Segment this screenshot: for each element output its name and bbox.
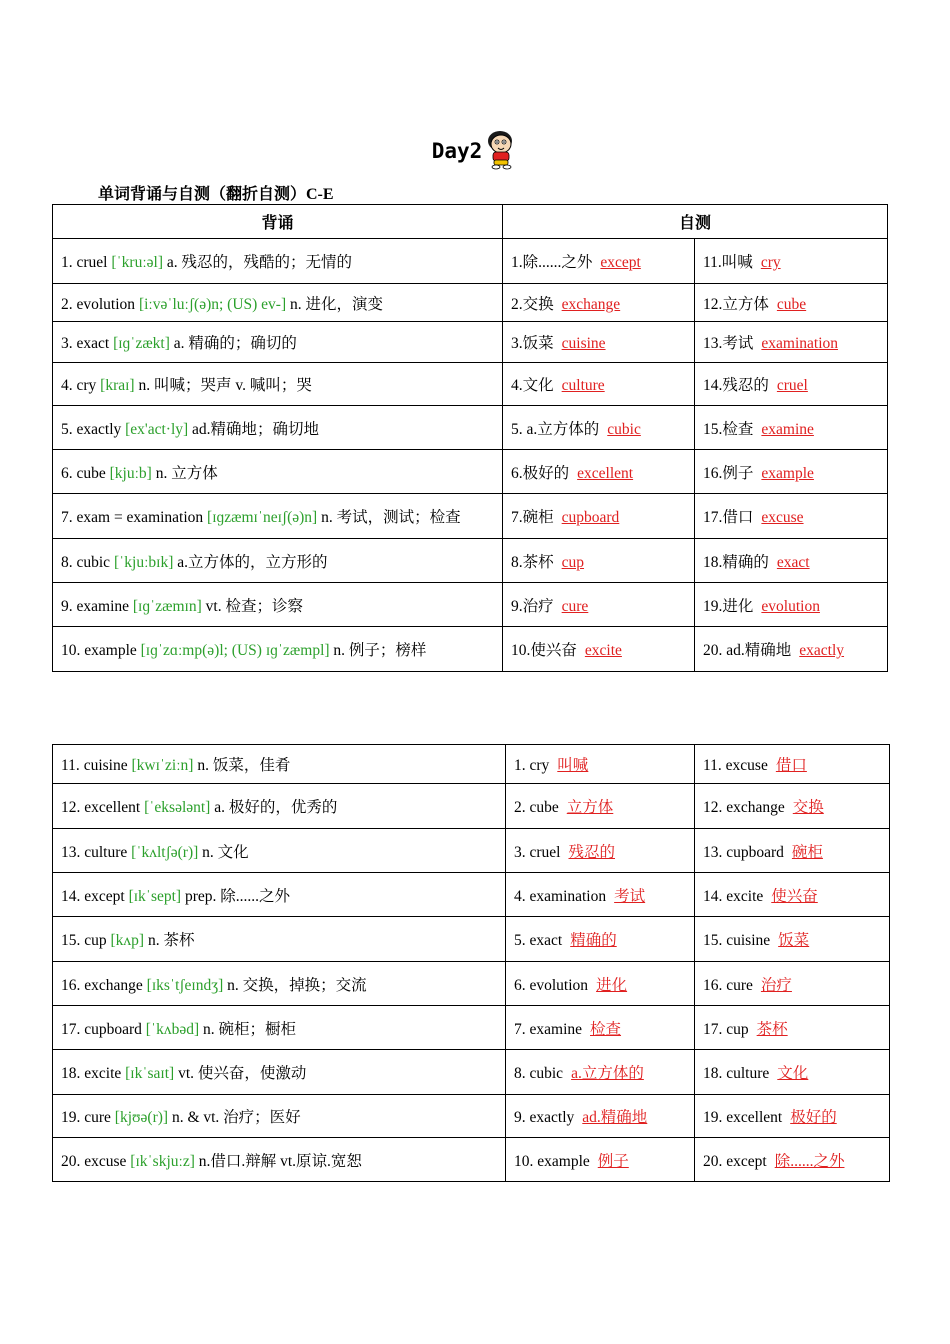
test-answer: 治疗 bbox=[760, 976, 792, 994]
test-cell bbox=[506, 873, 695, 917]
table-row bbox=[53, 450, 888, 494]
recite-cell bbox=[53, 784, 506, 829]
definition: n. 立方体 bbox=[155, 464, 218, 482]
word: example bbox=[84, 642, 137, 659]
test-prompt: 4.文化 bbox=[511, 377, 554, 394]
table-row bbox=[53, 917, 890, 962]
test-cell bbox=[503, 539, 695, 583]
test-answer: 使兴奋 bbox=[771, 887, 818, 905]
definition: prep. 除......之外 bbox=[184, 887, 291, 905]
test-prompt: 14.残忍的 bbox=[703, 377, 769, 394]
test-cell bbox=[506, 962, 695, 1006]
definition: n.借口.辩解 vt.原谅.宽恕 bbox=[198, 1152, 362, 1170]
word: examine bbox=[76, 597, 130, 615]
test-cell bbox=[503, 450, 695, 494]
test-cell bbox=[695, 406, 888, 450]
test-prompt: 19. excellent bbox=[703, 1109, 783, 1126]
test-answer: cruel bbox=[776, 377, 808, 394]
test-prompt: 11.叫喊 bbox=[703, 254, 753, 271]
test-prompt: 1.除......之外 bbox=[511, 254, 593, 271]
test-answer: 借口 bbox=[775, 757, 807, 774]
test-prompt: 6. evolution bbox=[514, 976, 589, 994]
test-answer: 文化 bbox=[777, 1065, 809, 1082]
test-prompt: 1. cry bbox=[514, 757, 550, 774]
test-answer: cuisine bbox=[561, 335, 606, 352]
definition: n. 考试，测试；检查 bbox=[321, 509, 461, 526]
word-number: 14. bbox=[61, 887, 81, 905]
test-cell bbox=[506, 829, 695, 873]
table-row bbox=[53, 363, 888, 406]
word-number: 13. bbox=[61, 843, 81, 861]
table-row bbox=[53, 239, 888, 284]
test-cell bbox=[506, 1138, 695, 1182]
test-cell bbox=[503, 627, 695, 672]
test-cell bbox=[503, 363, 695, 406]
table-row bbox=[53, 829, 890, 873]
test-cell bbox=[695, 1138, 890, 1182]
definition: a.立方体的，立方形的 bbox=[177, 553, 328, 571]
test-answer: excite bbox=[584, 642, 622, 659]
test-answer: 交换 bbox=[792, 799, 824, 816]
word-number: 17. bbox=[61, 1020, 81, 1038]
test-cell bbox=[695, 284, 888, 322]
test-prompt: 9. exactly bbox=[514, 1109, 575, 1126]
phonetic: [ɪɡˈzɑːmp(ə)l; (US) ɪɡˈzæmpl] bbox=[140, 642, 330, 659]
phonetic: [ˈkʌltʃə(r)] bbox=[131, 843, 199, 861]
test-prompt: 2. cube bbox=[514, 799, 559, 816]
test-cell bbox=[695, 239, 888, 284]
test-answer: cube bbox=[776, 295, 807, 313]
test-prompt: 9.治疗 bbox=[511, 597, 554, 615]
test-prompt: 10. example bbox=[514, 1152, 590, 1170]
phonetic: [ex'act·ly] bbox=[125, 420, 189, 438]
word: cubic bbox=[76, 553, 111, 571]
table-row bbox=[53, 284, 888, 322]
phonetic: [ɪɡzæmɪˈneɪʃ(ə)n] bbox=[207, 509, 318, 526]
test-prompt: 17. cup bbox=[703, 1020, 749, 1038]
word: cuisine bbox=[83, 757, 128, 774]
test-cell bbox=[695, 450, 888, 494]
test-cell bbox=[695, 583, 888, 627]
definition: vt. 使兴奋，使激动 bbox=[178, 1065, 307, 1082]
recite-cell bbox=[53, 284, 503, 322]
definition: n. 例子；榜样 bbox=[333, 642, 427, 659]
phonetic: [ɪksˈtʃeɪndʒ] bbox=[146, 976, 224, 994]
word-number: 7. bbox=[61, 509, 73, 526]
test-answer: 考试 bbox=[614, 887, 646, 905]
word-number: 20. bbox=[61, 1152, 81, 1170]
test-answer: exact bbox=[776, 553, 810, 571]
cartoon-mascot-icon bbox=[484, 128, 518, 175]
test-cell bbox=[695, 962, 890, 1006]
test-prompt: 5. exact bbox=[514, 932, 563, 949]
word-number: 12. bbox=[61, 799, 81, 816]
test-cell bbox=[695, 627, 888, 672]
test-cell bbox=[503, 406, 695, 450]
definition: n. 茶杯 bbox=[147, 932, 195, 949]
test-answer: 精确的 bbox=[570, 932, 617, 949]
recite-cell bbox=[53, 962, 506, 1006]
recite-cell bbox=[53, 745, 506, 784]
recite-cell bbox=[53, 406, 503, 450]
phonetic: [ˈeksələnt] bbox=[144, 799, 211, 816]
test-answer: 饭菜 bbox=[778, 932, 810, 949]
table-row bbox=[53, 539, 888, 583]
phonetic: [ɪɡˈzæmɪn] bbox=[132, 597, 202, 615]
definition: a. 极好的，优秀的 bbox=[214, 799, 338, 816]
word: except bbox=[84, 887, 125, 905]
word: excite bbox=[84, 1065, 122, 1082]
definition: vt. 检查；诊察 bbox=[205, 597, 303, 615]
test-answer: example bbox=[761, 464, 814, 482]
page-title bbox=[0, 128, 950, 175]
test-cell bbox=[503, 322, 695, 363]
recite-cell bbox=[53, 829, 506, 873]
phonetic: [kʌp] bbox=[110, 932, 145, 949]
table-row bbox=[53, 1095, 890, 1138]
recite-cell bbox=[53, 322, 503, 363]
test-cell bbox=[503, 284, 695, 322]
word-number: 15. bbox=[61, 932, 81, 949]
test-answer: excellent bbox=[577, 464, 634, 482]
table-row bbox=[53, 1006, 890, 1050]
table-row bbox=[53, 322, 888, 363]
word-number: 1. bbox=[61, 254, 73, 271]
test-answer: 立方体 bbox=[566, 799, 614, 816]
test-prompt: 4. examination bbox=[514, 887, 607, 905]
test-cell bbox=[506, 784, 695, 829]
recite-cell bbox=[53, 583, 503, 627]
test-cell bbox=[695, 322, 888, 363]
test-answer: cubic bbox=[607, 420, 641, 438]
header-self-test: 自测 bbox=[503, 205, 888, 239]
table-row bbox=[53, 1050, 890, 1095]
table-row bbox=[53, 627, 888, 672]
table-row bbox=[53, 873, 890, 917]
test-prompt: 3. cruel bbox=[514, 843, 561, 861]
test-prompt: 7.碗柜 bbox=[511, 509, 554, 526]
recite-cell bbox=[53, 627, 503, 672]
test-answer: cup bbox=[561, 553, 585, 571]
test-prompt: 8. cubic bbox=[514, 1065, 564, 1082]
title-text: Day2 bbox=[431, 139, 483, 163]
test-answer: cupboard bbox=[561, 509, 620, 526]
test-answer: evolution bbox=[761, 597, 820, 615]
word-number: 19. bbox=[61, 1109, 81, 1126]
test-answer: 极好的 bbox=[790, 1109, 837, 1126]
test-answer: examine bbox=[761, 420, 814, 438]
test-cell bbox=[695, 1006, 890, 1050]
test-answer: excuse bbox=[761, 509, 804, 526]
recite-cell bbox=[53, 239, 503, 284]
definition: n. 交换，掉换；交流 bbox=[227, 976, 367, 994]
word: cup bbox=[84, 932, 107, 949]
test-prompt: 13. cupboard bbox=[703, 843, 784, 861]
test-prompt: 13.考试 bbox=[703, 335, 754, 352]
definition: n. 饭菜，佳肴 bbox=[197, 757, 291, 774]
table-row bbox=[53, 406, 888, 450]
word: cupboard bbox=[84, 1020, 142, 1038]
definition: a. 精确的；确切的 bbox=[173, 335, 297, 352]
word-number: 6. bbox=[61, 464, 73, 482]
test-prompt: 20. except bbox=[703, 1152, 767, 1170]
table-row bbox=[53, 1138, 890, 1182]
definition: n. 文化 bbox=[202, 843, 249, 861]
test-answer: culture bbox=[561, 377, 605, 394]
test-cell bbox=[506, 1095, 695, 1138]
test-answer: exchange bbox=[561, 295, 621, 313]
word-number: 16. bbox=[61, 976, 81, 994]
definition: n. 叫喊；哭声 v. 喊叫；哭 bbox=[138, 377, 312, 394]
phonetic: [ˈkjuːbɪk] bbox=[113, 553, 174, 571]
word: evolution bbox=[76, 295, 136, 313]
test-cell bbox=[695, 917, 890, 962]
recite-cell bbox=[53, 873, 506, 917]
test-prompt: 7. examine bbox=[514, 1020, 583, 1038]
phonetic: [ɪkˈsept] bbox=[128, 887, 182, 905]
test-cell bbox=[503, 494, 695, 539]
recite-cell bbox=[53, 450, 503, 494]
phonetic: [kjuːb] bbox=[109, 464, 152, 482]
recite-cell bbox=[53, 1050, 506, 1095]
test-prompt: 14. excite bbox=[703, 887, 764, 905]
test-cell bbox=[503, 583, 695, 627]
phonetic: [kjʊə(r)] bbox=[114, 1109, 169, 1126]
test-cell bbox=[506, 745, 695, 784]
recite-cell bbox=[53, 1095, 506, 1138]
definition: a. 残忍的，残酷的；无情的 bbox=[166, 254, 353, 271]
phonetic: [ˈkʌbəd] bbox=[145, 1020, 200, 1038]
table-row bbox=[53, 745, 890, 784]
phonetic: [ˈkruːəl] bbox=[111, 254, 163, 271]
test-prompt: 2.交换 bbox=[511, 295, 554, 313]
definition: n. 进化，演变 bbox=[290, 295, 384, 313]
test-cell bbox=[506, 917, 695, 962]
test-cell bbox=[695, 873, 890, 917]
table-row bbox=[53, 962, 890, 1006]
test-prompt: 16. cure bbox=[703, 976, 753, 994]
recite-cell bbox=[53, 917, 506, 962]
word-number: 2. bbox=[61, 295, 73, 313]
phonetic: [kraɪ] bbox=[100, 377, 135, 394]
phonetic: [kwɪˈziːn] bbox=[131, 757, 194, 774]
section-subtitle: 单词背诵与自测（翻折自测）C-E bbox=[98, 186, 334, 203]
phonetic: [ɪkˈskjuːz] bbox=[130, 1152, 195, 1170]
test-answer: exactly bbox=[799, 642, 845, 659]
test-answer: 除......之外 bbox=[774, 1152, 845, 1170]
test-answer: 进化 bbox=[596, 976, 628, 994]
recite-cell bbox=[53, 1138, 506, 1182]
test-answer: examination bbox=[761, 335, 839, 352]
phonetic: [ɪkˈsaɪt] bbox=[125, 1065, 175, 1082]
test-prompt: 18. culture bbox=[703, 1065, 770, 1082]
phonetic: [iːvəˈluːʃ(ə)n; (US) ev-] bbox=[138, 295, 287, 313]
word: exactly bbox=[76, 420, 122, 438]
test-cell bbox=[695, 363, 888, 406]
word-number: 10. bbox=[61, 642, 81, 659]
test-prompt: 12.立方体 bbox=[703, 295, 769, 313]
word-number: 11. bbox=[61, 757, 80, 774]
test-cell bbox=[695, 1050, 890, 1095]
test-cell bbox=[695, 494, 888, 539]
word: cry bbox=[76, 377, 97, 394]
test-cell bbox=[506, 1006, 695, 1050]
test-cell bbox=[695, 784, 890, 829]
test-answer: a.立方体的 bbox=[571, 1065, 644, 1082]
definition: n. & vt. 治疗；医好 bbox=[171, 1109, 301, 1126]
test-cell bbox=[695, 539, 888, 583]
test-cell bbox=[503, 239, 695, 284]
word: cube bbox=[76, 464, 106, 482]
test-prompt: 11. excuse bbox=[703, 757, 768, 774]
phonetic: [ɪɡˈzækt] bbox=[113, 335, 170, 352]
test-cell bbox=[695, 829, 890, 873]
test-prompt: 10.使兴奋 bbox=[511, 642, 577, 659]
test-answer: ad.精确地 bbox=[582, 1109, 648, 1126]
word: culture bbox=[84, 843, 128, 861]
test-answer: 例子 bbox=[597, 1152, 629, 1170]
test-answer: except bbox=[600, 254, 641, 271]
recite-cell bbox=[53, 363, 503, 406]
test-prompt: 3.饭菜 bbox=[511, 335, 554, 352]
table-row bbox=[53, 784, 890, 829]
word-number: 8. bbox=[61, 553, 73, 571]
test-prompt: 12. exchange bbox=[703, 799, 785, 816]
word: cruel bbox=[76, 254, 108, 271]
definition: n. 碗柜；橱柜 bbox=[203, 1020, 297, 1038]
test-answer: cry bbox=[760, 254, 781, 271]
word: exam = examination bbox=[76, 509, 204, 526]
word-number: 3. bbox=[61, 335, 73, 352]
header-recite: 背诵 bbox=[53, 205, 503, 239]
word: exact bbox=[76, 335, 110, 352]
test-prompt: 17.借口 bbox=[703, 509, 754, 526]
recite-cell bbox=[53, 1006, 506, 1050]
word: cure bbox=[84, 1109, 111, 1126]
vocab-table-2 bbox=[52, 744, 890, 1182]
word-number: 9. bbox=[61, 597, 73, 615]
word: excuse bbox=[84, 1152, 127, 1170]
test-prompt: 15.检查 bbox=[703, 420, 754, 438]
test-prompt: 5. a.立方体的 bbox=[511, 420, 600, 438]
test-answer: 茶杯 bbox=[756, 1020, 788, 1038]
test-prompt: 8.茶杯 bbox=[511, 553, 554, 571]
table-row bbox=[53, 583, 888, 627]
test-answer: 检查 bbox=[590, 1020, 622, 1038]
test-answer: 碗柜 bbox=[791, 843, 823, 861]
test-answer: cure bbox=[561, 597, 589, 615]
recite-cell bbox=[53, 539, 503, 583]
definition: ad.精确地；确切地 bbox=[192, 420, 320, 438]
test-prompt: 15. cuisine bbox=[703, 932, 771, 949]
test-cell bbox=[506, 1050, 695, 1095]
word-number: 5. bbox=[61, 420, 73, 438]
test-answer: 叫喊 bbox=[557, 757, 589, 774]
test-prompt: 20. ad.精确地 bbox=[703, 642, 792, 659]
test-cell bbox=[695, 745, 890, 784]
word: excellent bbox=[84, 799, 141, 816]
test-answer: 残忍的 bbox=[568, 843, 615, 861]
test-prompt: 19.进化 bbox=[703, 597, 754, 615]
test-prompt: 18.精确的 bbox=[703, 553, 769, 571]
recite-cell bbox=[53, 494, 503, 539]
test-prompt: 16.例子 bbox=[703, 464, 754, 482]
vocab-table-1 bbox=[52, 204, 888, 672]
test-cell bbox=[695, 1095, 890, 1138]
word-number: 4. bbox=[61, 377, 73, 394]
word-number: 18. bbox=[61, 1065, 81, 1082]
table-row bbox=[53, 494, 888, 539]
word: exchange bbox=[84, 976, 143, 994]
test-prompt: 6.极好的 bbox=[511, 464, 570, 482]
